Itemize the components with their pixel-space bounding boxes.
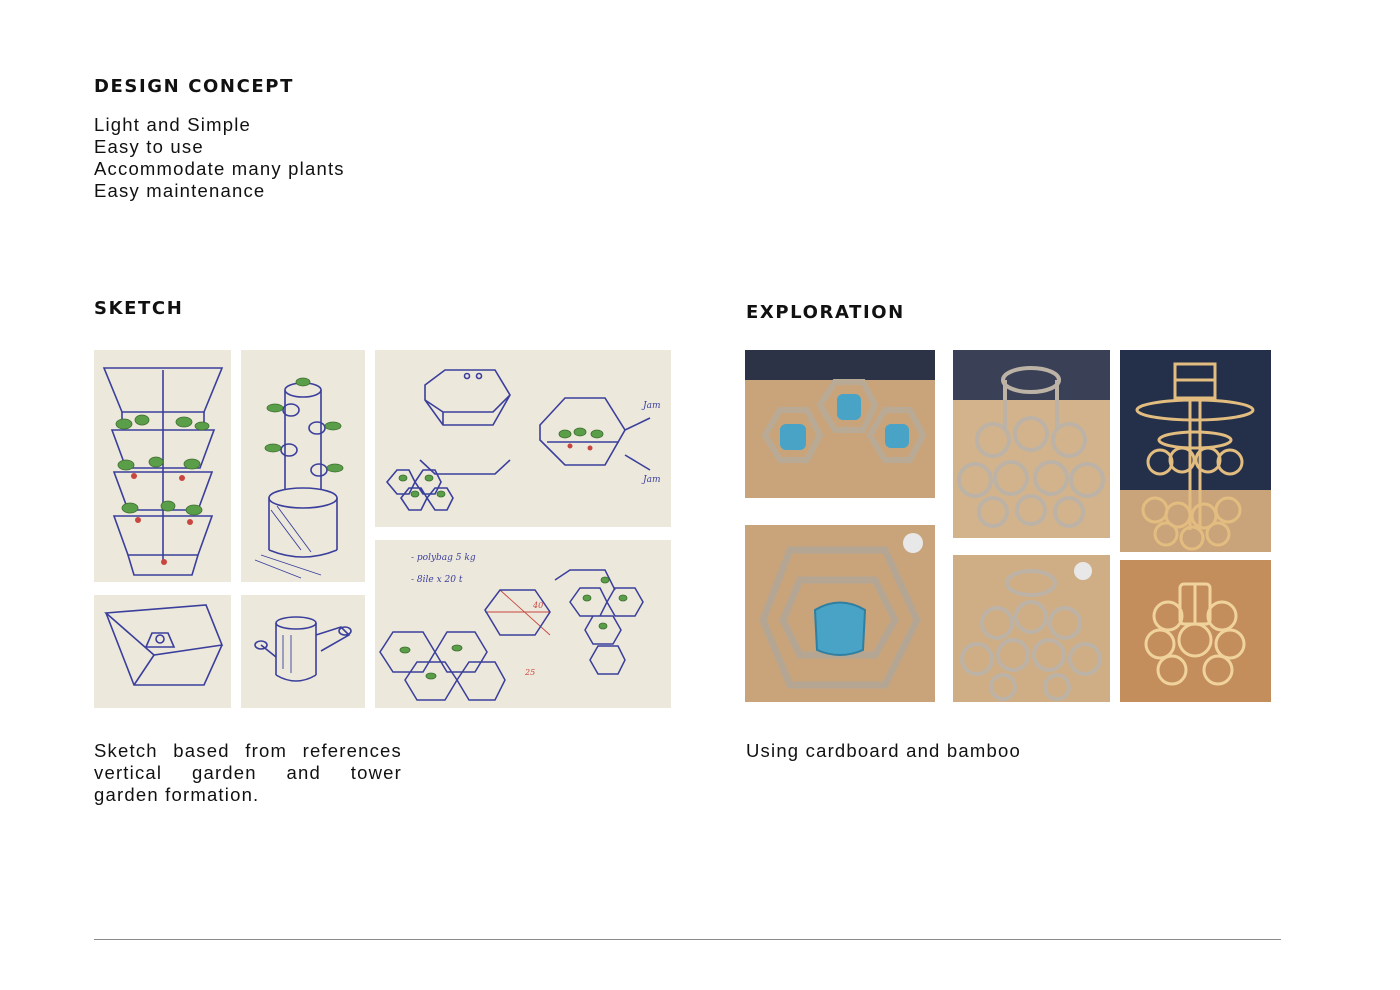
- sketch-caption: Sketch based from references vertical garden and tower garden formation.: [94, 740, 402, 805]
- sketch-hexagon-arrangement-image: [375, 540, 671, 708]
- cardboard-hexagon-frame-photo: [745, 525, 935, 702]
- concept-item: Easy to use: [94, 136, 204, 157]
- cardboard-rings-tower-photo: [953, 350, 1110, 538]
- sketch-label: Jam: [643, 401, 661, 411]
- design-concept-list: [94, 114, 345, 202]
- sketch-tiered-planter-image: [94, 350, 231, 582]
- cardboard-rings-low-photo: [953, 555, 1110, 702]
- design-concept-heading: DESIGN CONCEPT: [94, 76, 294, 97]
- sketch-square-pot-image: [94, 595, 231, 708]
- sketch-measure: 25: [525, 668, 536, 677]
- sketch-note: - 8ile x 20 t: [411, 575, 463, 585]
- concept-item: Light and Simple: [94, 114, 252, 135]
- concept-item: Easy maintenance: [94, 180, 266, 201]
- sketch-measure: 40: [533, 601, 544, 610]
- sketch-tower-pot-image: [241, 350, 365, 582]
- sketch-hexagon-modules-image: [375, 350, 671, 527]
- cardboard-hexagon-trio-photo: [745, 350, 935, 498]
- exploration-heading: EXPLORATION: [746, 302, 905, 323]
- footer-divider: [94, 939, 1281, 940]
- sketch-note: - polybag 5 kg: [411, 553, 476, 563]
- concept-item: Accommodate many plants: [94, 158, 345, 179]
- sketch-label: Jam: [643, 475, 661, 485]
- bamboo-tower-photo: [1120, 350, 1271, 552]
- bamboo-rings-photo: [1120, 560, 1271, 702]
- sketch-heading: SKETCH: [94, 298, 184, 319]
- exploration-caption: Using cardboard and bamboo: [746, 740, 1021, 761]
- sketch-cup-pot-image: [241, 595, 365, 708]
